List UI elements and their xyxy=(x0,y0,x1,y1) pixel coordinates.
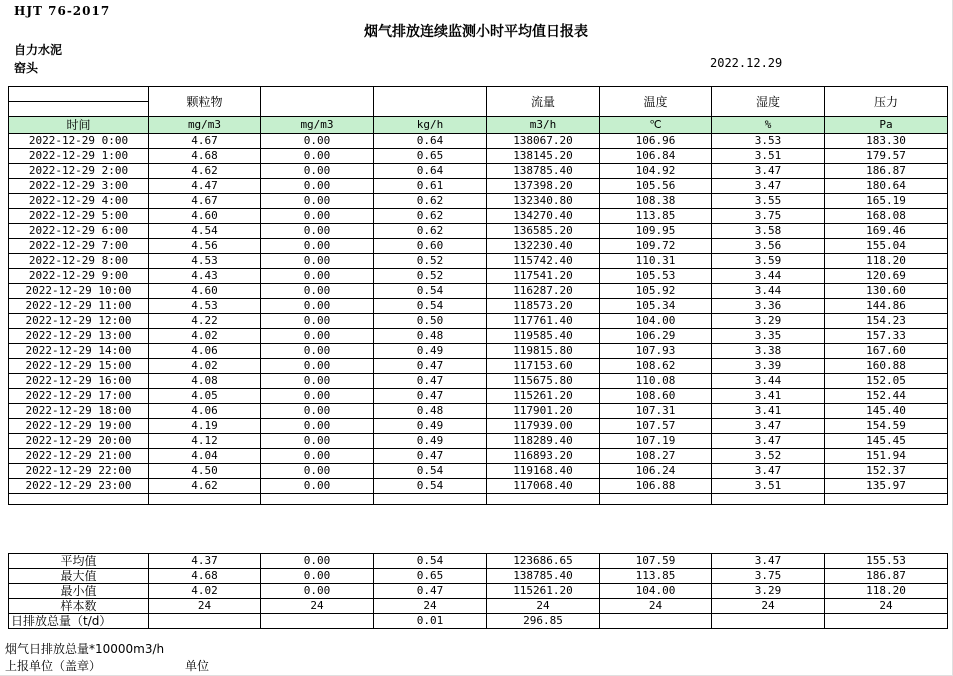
summary-value-cell: 186.87 xyxy=(825,569,948,584)
summary-value-cell: 4.68 xyxy=(149,569,261,584)
report-unit-label: 上报单位（盖章） xyxy=(5,659,102,673)
value-cell: 3.51 xyxy=(712,479,825,494)
value-cell: 3.47 xyxy=(712,419,825,434)
value-cell: 106.88 xyxy=(600,479,712,494)
empty-row xyxy=(9,494,948,505)
table-row xyxy=(9,179,948,194)
time-cell: 2022-12-29 22:00 xyxy=(9,464,149,479)
value-cell: 3.41 xyxy=(712,404,825,419)
summary-value-cell: 24 xyxy=(374,599,487,614)
value-cell: 154.59 xyxy=(825,419,948,434)
summary-value-cell: 0.00 xyxy=(261,584,374,599)
summary-value-cell: 138785.40 xyxy=(487,569,600,584)
time-cell: 2022-12-29 13:00 xyxy=(9,329,149,344)
value-cell: 0.49 xyxy=(374,434,487,449)
value-cell: 3.59 xyxy=(712,254,825,269)
value-cell: 180.64 xyxy=(825,179,948,194)
value-cell: 0.00 xyxy=(261,419,374,434)
value-cell: 0.64 xyxy=(374,134,487,149)
header-empty-bottom xyxy=(9,102,149,117)
table-row xyxy=(9,404,948,419)
value-cell: 4.02 xyxy=(149,359,261,374)
time-cell: 2022-12-29 16:00 xyxy=(9,374,149,389)
station-name: 窑头 xyxy=(14,61,39,75)
value-cell: 0.52 xyxy=(374,254,487,269)
value-cell: 0.47 xyxy=(374,359,487,374)
time-cell: 2022-12-29 11:00 xyxy=(9,299,149,314)
table-row xyxy=(9,479,948,494)
summary-label: 样本数 xyxy=(9,599,149,614)
unit-mgm3-1: mg/m3 xyxy=(149,117,261,134)
value-cell: 108.27 xyxy=(600,449,712,464)
table-row xyxy=(9,449,948,464)
value-cell: 145.40 xyxy=(825,404,948,419)
summary-row xyxy=(9,599,948,614)
summary-value-cell: 0.01 xyxy=(374,614,487,629)
value-cell: 3.44 xyxy=(712,374,825,389)
value-cell: 110.31 xyxy=(600,254,712,269)
value-cell: 115261.20 xyxy=(487,389,600,404)
value-cell: 4.62 xyxy=(149,164,261,179)
value-cell: 106.29 xyxy=(600,329,712,344)
value-cell: 3.29 xyxy=(712,314,825,329)
value-cell: 0.00 xyxy=(261,344,374,359)
value-cell: 0.47 xyxy=(374,389,487,404)
value-cell: 105.34 xyxy=(600,299,712,314)
table-row xyxy=(9,269,948,284)
value-cell: 119168.40 xyxy=(487,464,600,479)
unit-m3h: m3/h xyxy=(487,117,600,134)
value-cell: 4.62 xyxy=(149,479,261,494)
value-cell: 117761.40 xyxy=(487,314,600,329)
value-cell: 107.31 xyxy=(600,404,712,419)
value-cell: 118.20 xyxy=(825,254,948,269)
summary-value-cell: 3.75 xyxy=(712,569,825,584)
value-cell: 136585.20 xyxy=(487,224,600,239)
value-cell: 3.58 xyxy=(712,224,825,239)
time-cell: 2022-12-29 23:00 xyxy=(9,479,149,494)
value-cell: 3.41 xyxy=(712,389,825,404)
value-cell: 106.96 xyxy=(600,134,712,149)
value-cell: 117153.60 xyxy=(487,359,600,374)
value-cell: 132340.80 xyxy=(487,194,600,209)
summary-value-cell: 113.85 xyxy=(600,569,712,584)
value-cell: 4.56 xyxy=(149,239,261,254)
table-row xyxy=(9,164,948,179)
value-cell: 108.38 xyxy=(600,194,712,209)
time-cell: 2022-12-29 21:00 xyxy=(9,449,149,464)
table-row xyxy=(9,314,948,329)
value-cell: 0.54 xyxy=(374,284,487,299)
value-cell: 157.33 xyxy=(825,329,948,344)
time-cell: 2022-12-29 14:00 xyxy=(9,344,149,359)
value-cell: 106.84 xyxy=(600,149,712,164)
value-cell: 3.36 xyxy=(712,299,825,314)
group-header-row xyxy=(9,87,948,102)
value-cell: 186.87 xyxy=(825,164,948,179)
value-cell: 107.19 xyxy=(600,434,712,449)
table-row xyxy=(9,209,948,224)
value-cell: 0.00 xyxy=(261,314,374,329)
time-cell: 2022-12-29 1:00 xyxy=(9,149,149,164)
standard-code: HJT 76-2017 xyxy=(14,4,111,18)
value-cell: 4.53 xyxy=(149,254,261,269)
value-cell: 4.06 xyxy=(149,344,261,359)
summary-value-cell: 296.85 xyxy=(487,614,600,629)
value-cell: 0.62 xyxy=(374,209,487,224)
value-cell: 115742.40 xyxy=(487,254,600,269)
value-cell: 169.46 xyxy=(825,224,948,239)
summary-value-cell: 3.47 xyxy=(712,554,825,569)
table-row xyxy=(9,224,948,239)
value-cell: 168.08 xyxy=(825,209,948,224)
summary-label: 最小值 xyxy=(9,584,149,599)
summary-value-cell xyxy=(712,614,825,629)
table-row xyxy=(9,284,948,299)
value-cell: 0.00 xyxy=(261,179,374,194)
summary-value-cell: 0.00 xyxy=(261,554,374,569)
value-cell: 152.37 xyxy=(825,464,948,479)
summary-value-cell: 107.59 xyxy=(600,554,712,569)
value-cell: 160.88 xyxy=(825,359,948,374)
value-cell: 118573.20 xyxy=(487,299,600,314)
value-cell: 104.92 xyxy=(600,164,712,179)
company-name: 自力水泥 xyxy=(14,43,63,57)
value-cell: 0.54 xyxy=(374,299,487,314)
summary-value-cell: 115261.20 xyxy=(487,584,600,599)
value-cell: 3.53 xyxy=(712,134,825,149)
value-cell: 108.60 xyxy=(600,389,712,404)
value-cell: 3.75 xyxy=(712,209,825,224)
summary-value-cell: 0.00 xyxy=(261,569,374,584)
summary-rows xyxy=(9,554,948,629)
summary-value-cell: 0.54 xyxy=(374,554,487,569)
value-cell: 167.60 xyxy=(825,344,948,359)
value-cell: 0.62 xyxy=(374,224,487,239)
value-cell: 3.47 xyxy=(712,434,825,449)
unit-time: 时间 xyxy=(9,117,149,134)
summary-value-cell: 4.37 xyxy=(149,554,261,569)
time-cell: 2022-12-29 9:00 xyxy=(9,269,149,284)
value-cell: 0.00 xyxy=(261,404,374,419)
value-cell: 0.00 xyxy=(261,194,374,209)
value-cell: 3.56 xyxy=(712,239,825,254)
unit-celsius: ℃ xyxy=(600,117,712,134)
value-cell: 135.97 xyxy=(825,479,948,494)
value-cell: 0.00 xyxy=(261,254,374,269)
value-cell: 4.19 xyxy=(149,419,261,434)
value-cell: 0.00 xyxy=(261,134,374,149)
summary-value-cell: 24 xyxy=(487,599,600,614)
value-cell: 104.00 xyxy=(600,314,712,329)
value-cell: 3.51 xyxy=(712,149,825,164)
value-cell: 130.60 xyxy=(825,284,948,299)
table-row xyxy=(9,419,948,434)
value-cell: 0.00 xyxy=(261,239,374,254)
value-cell: 0.00 xyxy=(261,299,374,314)
value-cell: 3.47 xyxy=(712,164,825,179)
summary-row xyxy=(9,569,948,584)
total-emission-note: 烟气日排放总量*10000m3/h xyxy=(5,642,165,656)
value-cell: 0.00 xyxy=(261,389,374,404)
value-cell: 107.57 xyxy=(600,419,712,434)
value-cell: 4.05 xyxy=(149,389,261,404)
value-cell: 110.08 xyxy=(600,374,712,389)
time-cell: 2022-12-29 2:00 xyxy=(9,164,149,179)
unit-mgm3-2: mg/m3 xyxy=(261,117,374,134)
value-cell: 108.62 xyxy=(600,359,712,374)
value-cell: 119585.40 xyxy=(487,329,600,344)
table-row xyxy=(9,239,948,254)
value-cell: 132230.40 xyxy=(487,239,600,254)
value-cell: 0.00 xyxy=(261,359,374,374)
time-cell: 2022-12-29 0:00 xyxy=(9,134,149,149)
table-row xyxy=(9,434,948,449)
value-cell: 3.47 xyxy=(712,464,825,479)
value-cell: 117901.20 xyxy=(487,404,600,419)
time-cell: 2022-12-29 4:00 xyxy=(9,194,149,209)
summary-value-cell: 24 xyxy=(712,599,825,614)
header-empty-top xyxy=(9,87,149,102)
summary-value-cell: 3.29 xyxy=(712,584,825,599)
summary-row xyxy=(9,614,948,629)
value-cell: 3.55 xyxy=(712,194,825,209)
value-cell: 0.00 xyxy=(261,209,374,224)
value-cell: 0.00 xyxy=(261,479,374,494)
value-cell: 3.47 xyxy=(712,179,825,194)
value-cell: 4.60 xyxy=(149,209,261,224)
summary-value-cell xyxy=(825,614,948,629)
value-cell: 0.49 xyxy=(374,344,487,359)
value-cell: 0.61 xyxy=(374,179,487,194)
value-cell: 0.54 xyxy=(374,464,487,479)
value-cell: 0.00 xyxy=(261,464,374,479)
summary-value-cell: 24 xyxy=(261,599,374,614)
value-cell: 179.57 xyxy=(825,149,948,164)
summary-value-cell xyxy=(261,614,374,629)
value-cell: 0.64 xyxy=(374,164,487,179)
table-row xyxy=(9,464,948,479)
summary-value-cell: 24 xyxy=(600,599,712,614)
table-row xyxy=(9,344,948,359)
value-cell: 4.22 xyxy=(149,314,261,329)
value-cell: 113.85 xyxy=(600,209,712,224)
value-cell: 4.68 xyxy=(149,149,261,164)
summary-label: 最大值 xyxy=(9,569,149,584)
table-row xyxy=(9,134,948,149)
summary-label: 平均值 xyxy=(9,554,149,569)
page-title: 烟气排放连续监测小时平均值日报表 xyxy=(364,24,588,40)
value-cell: 4.12 xyxy=(149,434,261,449)
value-cell: 0.00 xyxy=(261,449,374,464)
value-cell: 4.67 xyxy=(149,134,261,149)
value-cell: 4.06 xyxy=(149,404,261,419)
value-cell: 0.48 xyxy=(374,404,487,419)
value-cell: 155.04 xyxy=(825,239,948,254)
value-cell: 3.39 xyxy=(712,359,825,374)
value-cell: 107.93 xyxy=(600,344,712,359)
report-table xyxy=(8,86,948,505)
time-cell: 2022-12-29 19:00 xyxy=(9,419,149,434)
value-cell: 0.00 xyxy=(261,164,374,179)
value-cell: 183.30 xyxy=(825,134,948,149)
summary-label: 日排放总量（t/d） xyxy=(9,614,149,629)
value-cell: 151.94 xyxy=(825,449,948,464)
summary-value-cell: 118.20 xyxy=(825,584,948,599)
value-cell: 4.08 xyxy=(149,374,261,389)
value-cell: 105.56 xyxy=(600,179,712,194)
value-cell: 0.49 xyxy=(374,419,487,434)
value-cell: 3.38 xyxy=(712,344,825,359)
value-cell: 105.92 xyxy=(600,284,712,299)
summary-row xyxy=(9,584,948,599)
time-cell: 2022-12-29 18:00 xyxy=(9,404,149,419)
summary-row xyxy=(9,554,948,569)
value-cell: 109.95 xyxy=(600,224,712,239)
value-cell: 0.00 xyxy=(261,284,374,299)
table-row xyxy=(9,329,948,344)
summary-value-cell: 155.53 xyxy=(825,554,948,569)
value-cell: 152.44 xyxy=(825,389,948,404)
summary-value-cell xyxy=(600,614,712,629)
value-cell: 0.65 xyxy=(374,149,487,164)
unit-pa: Pa xyxy=(825,117,948,134)
value-cell: 138785.40 xyxy=(487,164,600,179)
value-cell: 0.52 xyxy=(374,269,487,284)
table-row xyxy=(9,359,948,374)
header-temperature: 温度 xyxy=(600,87,712,117)
value-cell: 4.67 xyxy=(149,194,261,209)
unit-label: 单位 xyxy=(185,659,210,673)
header-pressure: 压力 xyxy=(825,87,948,117)
value-cell: 134270.40 xyxy=(487,209,600,224)
summary-value-cell: 4.02 xyxy=(149,584,261,599)
time-cell: 2022-12-29 10:00 xyxy=(9,284,149,299)
value-cell: 138067.20 xyxy=(487,134,600,149)
value-cell: 119815.80 xyxy=(487,344,600,359)
value-cell: 0.00 xyxy=(261,224,374,239)
value-cell: 3.44 xyxy=(712,269,825,284)
time-cell: 2022-12-29 12:00 xyxy=(9,314,149,329)
value-cell: 0.00 xyxy=(261,149,374,164)
value-cell: 4.43 xyxy=(149,269,261,284)
time-cell: 2022-12-29 3:00 xyxy=(9,179,149,194)
header-humidity: 湿度 xyxy=(712,87,825,117)
value-cell: 118289.40 xyxy=(487,434,600,449)
value-cell: 116287.20 xyxy=(487,284,600,299)
time-cell: 2022-12-29 8:00 xyxy=(9,254,149,269)
value-cell: 4.60 xyxy=(149,284,261,299)
value-cell: 137398.20 xyxy=(487,179,600,194)
value-cell: 0.00 xyxy=(261,269,374,284)
value-cell: 3.52 xyxy=(712,449,825,464)
value-cell: 144.86 xyxy=(825,299,948,314)
value-cell: 4.04 xyxy=(149,449,261,464)
time-cell: 2022-12-29 17:00 xyxy=(9,389,149,404)
value-cell: 117068.40 xyxy=(487,479,600,494)
data-rows xyxy=(9,134,948,494)
value-cell: 4.53 xyxy=(149,299,261,314)
report-date: 2022.12.29 xyxy=(710,56,783,70)
summary-value-cell: 24 xyxy=(149,599,261,614)
value-cell: 106.24 xyxy=(600,464,712,479)
value-cell: 0.62 xyxy=(374,194,487,209)
header-col3 xyxy=(261,87,374,117)
value-cell: 117939.00 xyxy=(487,419,600,434)
value-cell: 105.53 xyxy=(600,269,712,284)
value-cell: 152.05 xyxy=(825,374,948,389)
summary-value-cell: 0.65 xyxy=(374,569,487,584)
value-cell: 115675.80 xyxy=(487,374,600,389)
value-cell: 117541.20 xyxy=(487,269,600,284)
value-cell: 120.69 xyxy=(825,269,948,284)
value-cell: 0.48 xyxy=(374,329,487,344)
time-cell: 2022-12-29 15:00 xyxy=(9,359,149,374)
table-row xyxy=(9,389,948,404)
table-row xyxy=(9,254,948,269)
value-cell: 3.44 xyxy=(712,284,825,299)
value-cell: 109.72 xyxy=(600,239,712,254)
summary-table xyxy=(8,553,948,629)
table-row xyxy=(9,299,948,314)
header-particulate: 颗粒物 xyxy=(149,87,261,117)
value-cell: 4.54 xyxy=(149,224,261,239)
time-cell: 2022-12-29 20:00 xyxy=(9,434,149,449)
value-cell: 0.47 xyxy=(374,374,487,389)
unit-percent: % xyxy=(712,117,825,134)
table-row xyxy=(9,149,948,164)
value-cell: 116893.20 xyxy=(487,449,600,464)
value-cell: 154.23 xyxy=(825,314,948,329)
table-row xyxy=(9,374,948,389)
value-cell: 0.00 xyxy=(261,374,374,389)
value-cell: 0.00 xyxy=(261,434,374,449)
value-cell: 0.00 xyxy=(261,329,374,344)
value-cell: 165.19 xyxy=(825,194,948,209)
unit-header-row xyxy=(9,117,948,134)
summary-value-cell: 104.00 xyxy=(600,584,712,599)
header-col4 xyxy=(374,87,487,117)
summary-value-cell: 24 xyxy=(825,599,948,614)
summary-value-cell xyxy=(149,614,261,629)
value-cell: 0.50 xyxy=(374,314,487,329)
summary-value-cell: 0.47 xyxy=(374,584,487,599)
value-cell: 0.47 xyxy=(374,449,487,464)
value-cell: 4.50 xyxy=(149,464,261,479)
time-cell: 2022-12-29 5:00 xyxy=(9,209,149,224)
value-cell: 145.45 xyxy=(825,434,948,449)
summary-value-cell: 123686.65 xyxy=(487,554,600,569)
value-cell: 0.54 xyxy=(374,479,487,494)
value-cell: 0.60 xyxy=(374,239,487,254)
value-cell: 138145.20 xyxy=(487,149,600,164)
header-flow: 流量 xyxy=(487,87,600,117)
value-cell: 4.02 xyxy=(149,329,261,344)
value-cell: 4.47 xyxy=(149,179,261,194)
time-cell: 2022-12-29 7:00 xyxy=(9,239,149,254)
table-row xyxy=(9,194,948,209)
value-cell: 3.35 xyxy=(712,329,825,344)
unit-kgh: kg/h xyxy=(374,117,487,134)
time-cell: 2022-12-29 6:00 xyxy=(9,224,149,239)
